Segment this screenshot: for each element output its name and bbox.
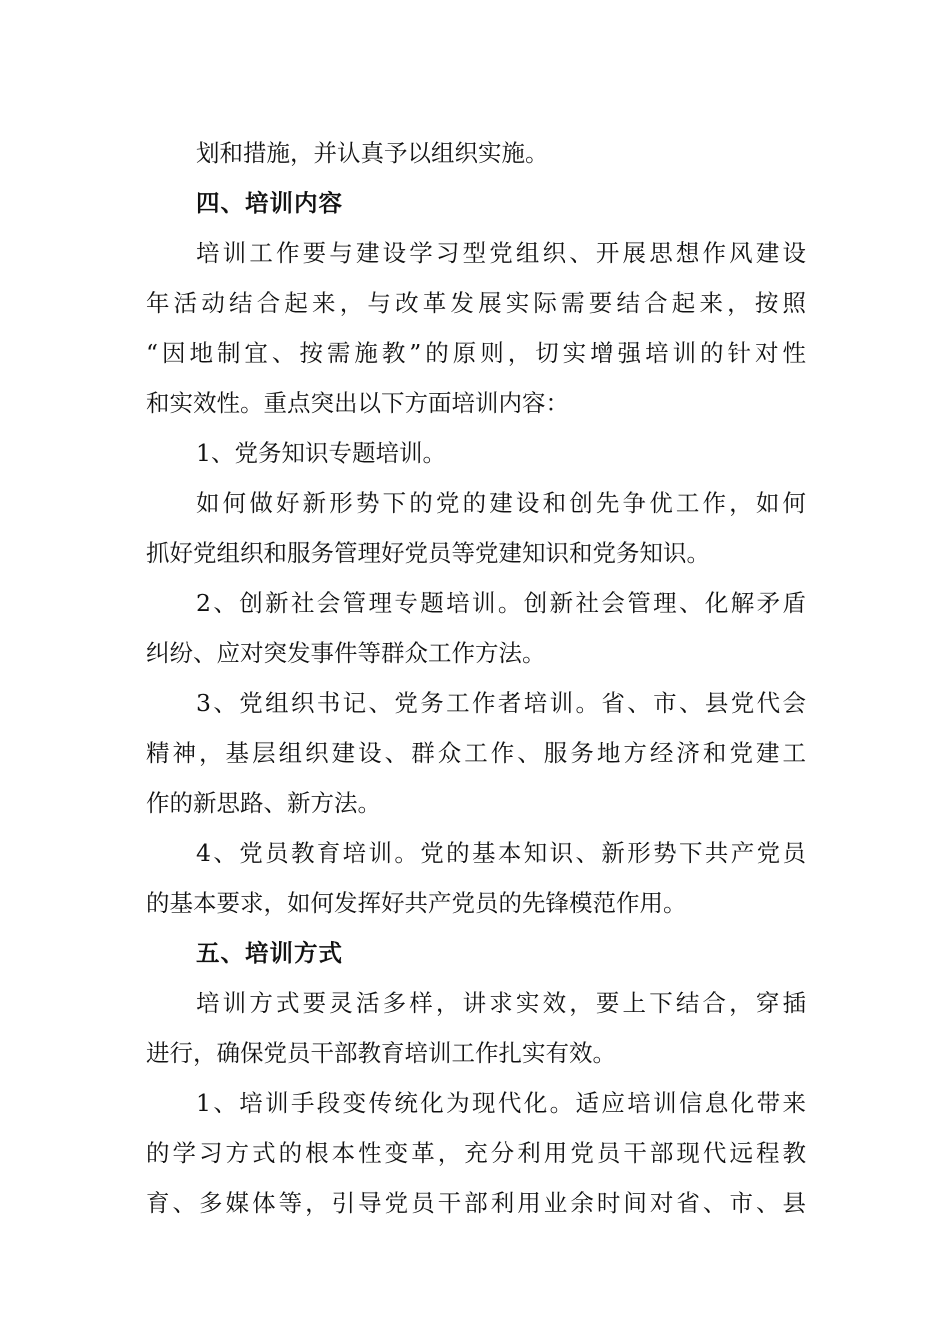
paragraph-line: “因地制宜、按需施教”的原则，切实增强培训的针对性 [146, 339, 806, 367]
paragraph-line: 如何做好新形势下的党的建设和创先争优工作，如何 [196, 489, 806, 517]
paragraph-line: 培训方式要灵活多样，讲求实效，要上下结合，穿插 [196, 989, 806, 1017]
document-body [146, 128, 806, 1228]
paragraph-line: 的基本要求，如何发挥好共产党员的先锋模范作用。 [146, 889, 687, 917]
list-item-line: 2、创新社会管理专题培训。创新社会管理、化解矛盾 [196, 589, 806, 617]
paragraph-line: 精神，基层组织建设、群众工作、服务地方经济和党建工 [146, 739, 806, 767]
paragraph-line: 年活动结合起来，与改革发展实际需要结合起来，按照 [146, 289, 806, 317]
paragraph-line: 的学习方式的根本性变革，充分利用党员干部现代远程教 [146, 1139, 806, 1167]
paragraph-line: 和实效性。重点突出以下方面培训内容： [146, 389, 569, 417]
section-heading-training-method: 五、培训方式 [196, 939, 343, 967]
paragraph-line: 进行，确保党员干部教育培训工作扎实有效。 [146, 1039, 616, 1067]
list-item-title: 1、党务知识专题培训。 [196, 439, 446, 467]
paragraph-line: 作的新思路、新方法。 [146, 789, 381, 817]
list-item-line: 4、党员教育培训。党的基本知识、新形势下共产党员 [196, 839, 806, 867]
paragraph-line: 划和措施，并认真予以组织实施。 [196, 139, 549, 167]
paragraph-line: 培训工作要与建设学习型党组织、开展思想作风建设 [196, 239, 806, 267]
list-item-line: 3、党组织书记、党务工作者培训。省、市、县党代会 [196, 689, 806, 717]
paragraph-line: 抓好党组织和服务管理好党员等党建知识和党务知识。 [146, 539, 710, 567]
paragraph-line: 纠纷、应对突发事件等群众工作方法。 [146, 639, 546, 667]
paragraph-line: 育、多媒体等，引导党员干部利用业余时间对省、市、县 [146, 1189, 806, 1217]
list-item-line: 1、培训手段变传统化为现代化。适应培训信息化带来 [196, 1089, 806, 1117]
section-heading-training-content: 四、培训内容 [196, 189, 343, 217]
